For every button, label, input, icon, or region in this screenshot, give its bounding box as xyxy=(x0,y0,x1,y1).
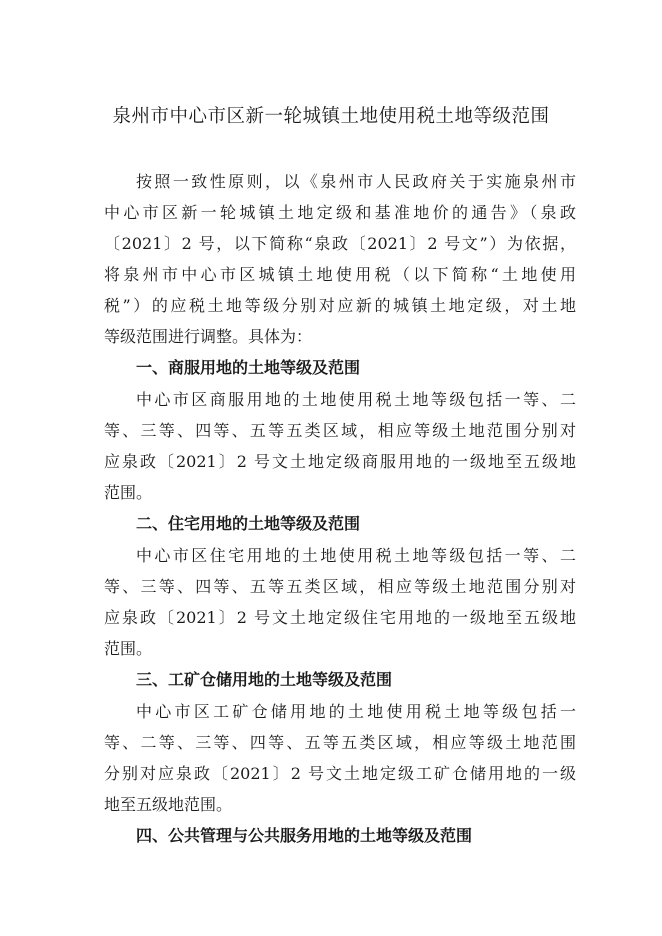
section-line: 范围。 xyxy=(104,483,153,502)
intro-line: 〔2021〕2 号，以下简称“泉政〔2021〕2 号文”）为依据， xyxy=(104,234,576,253)
document-title: 泉州市中心市区新一轮城镇土地使用税土地等级范围 xyxy=(112,106,550,127)
intro-line: 税”）的应税土地等级分别对应新的城镇土地定级，对土地 xyxy=(104,296,576,315)
section-line: 等、二等、三等、四等、五等五类区域，相应等级土地范围 xyxy=(104,733,576,752)
intro-line: 等级范围进行调整。具体为： xyxy=(104,327,313,346)
section-heading-commercial: 一、商服用地的土地等级及范围 xyxy=(136,358,361,377)
section-line: 中心市区工矿仓储用地的土地使用税土地等级包括一 xyxy=(136,702,576,721)
intro-line: 按照一致性原则，以《泉州市人民政府关于实施泉州市 xyxy=(136,172,576,191)
section-line: 中心市区商服用地的土地使用税土地等级包括一等、二 xyxy=(136,390,576,409)
section-line: 应泉政〔2021〕2 号文土地定级住宅用地的一级地至五级地 xyxy=(104,608,576,627)
section-line: 中心市区住宅用地的土地使用税土地等级包括一等、二 xyxy=(136,546,576,565)
section-line: 地至五级地范围。 xyxy=(104,795,233,814)
section-line: 分别对应泉政〔2021〕2 号文土地定级工矿仓储用地的一级 xyxy=(104,764,576,783)
section-line: 应泉政〔2021〕2 号文土地定级商服用地的一级地至五级地 xyxy=(104,452,576,471)
section-heading-public-services: 四、公共管理与公共服务用地的土地等级及范围 xyxy=(136,826,473,845)
section-line: 等、三等、四等、五等五类区域，相应等级土地范围分别对 xyxy=(104,577,576,596)
intro-line: 将泉州市中心市区城镇土地使用税（以下简称“土地使用 xyxy=(104,265,576,284)
section-line: 等、三等、四等、五等五类区域，相应等级土地范围分别对 xyxy=(104,421,576,440)
section-line: 范围。 xyxy=(104,639,153,658)
section-heading-industrial: 三、工矿仓储用地的土地等级及范围 xyxy=(136,670,393,689)
section-heading-residential: 二、住宅用地的土地等级及范围 xyxy=(136,514,361,533)
intro-line: 中心市区新一轮城镇土地定级和基准地价的通告》（泉政 xyxy=(104,203,576,222)
